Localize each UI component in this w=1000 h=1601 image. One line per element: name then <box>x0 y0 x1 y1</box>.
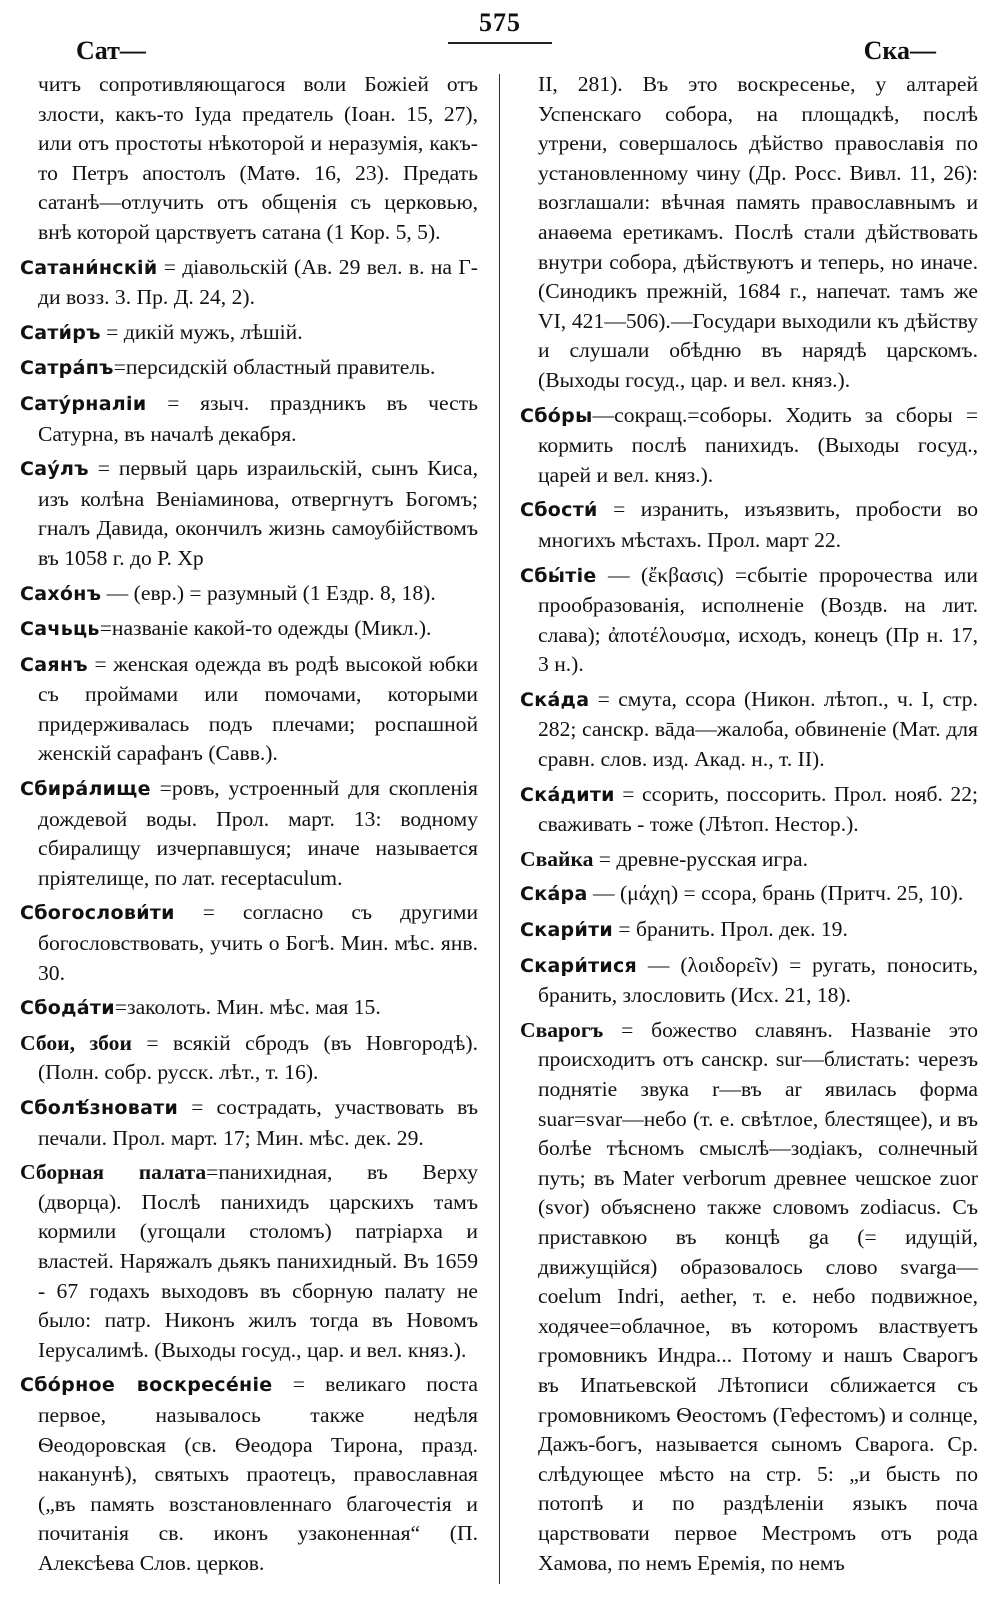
entry-text: —сокращ.=соборы. Ходить за сборы = кормить послѣ панихидъ. (Выходы госуд., царей и вел. княз.). <box>538 402 978 487</box>
entry-text: = древне-русская игра. <box>593 846 809 871</box>
dictionary-entry <box>20 389 478 449</box>
dictionary-entry <box>520 780 978 840</box>
entry-headword: Свайка <box>520 846 594 871</box>
entry-text: — (μάχη) = ссора, брань (Притч. 25, 10). <box>587 881 964 906</box>
entry-text: = божество славянъ. Названіе это происходитъ отъ санскр. sur—блистать: черезъ поднятіе звука r—въ ar явилась форма suar=svar—небо (т. е. свѣтлое, блестящее), и въ болѣе тѣсномъ смыслѣ—зодіакъ, солнечный путь; въ Mater verborum древнее чешское zuor (svor) объяснено также словомъ zodiacus. Съ приставкою въ концѣ ga (= идущій, движущійся) образовалось слово svarga—coelum Indri, aether, т. е. небо подвижное, ходячее=облачное, въ которомъ властвуетъ громовникъ Индра... Потому и нашъ Сварогъ въ Ипатьевской Лѣтописи сближается съ громовникомъ Ѳеостомъ (Гефестомъ) и солнце, Дажъ-богъ, называется сыномъ Сварога. Ср. слѣдующее мѣсто на стр. 5: „и бысть по потопѣ и по раздѣленіи языкъ поча царствовати первое Местромъ отъ рода Хамова, по немъ Еремія, по немъ <box>538 1017 978 1575</box>
right-column <box>520 70 978 1583</box>
entry-headword: Сбира́лище <box>20 778 151 801</box>
dictionary-entry <box>20 774 478 893</box>
dictionary-entry <box>20 353 478 384</box>
dictionary-entry <box>20 253 478 313</box>
entry-text: II, 281). Въ это воскресенье, у алтарей Успенскаго собора, на площадкѣ, послѣ утрени, совершалось дѣйство православія по установленному чину (Др. Росс. Вивл. 11, 26): возглашали: вѣчная память православнымъ и анаѳема еретикамъ. Послѣ стали дѣйствовать внутри собора, дѣйствуютъ и теперь, но иначе. (Синодикъ прежній, 1684 г., напечат. тамъ же VI, 421—506).—Государи выходили къ дѣйству и слушали обѣдню въ нарядѣ царскомъ. (Выходы госуд., цар. и вел. княз.). <box>538 72 978 392</box>
entry-headword: Сати́ръ <box>20 321 101 344</box>
dictionary-entry <box>520 401 978 491</box>
dictionary-entry <box>20 993 478 1024</box>
entry-text: =заколоть. Мин. мѣс. мая 15. <box>114 995 381 1020</box>
entry-headword: Сбости́ <box>520 499 598 522</box>
entry-text: = смута, ссора (Никон. лѣтоп., ч. I, стр. 282; санскр. вāда—жалоба, обвиненіе (Мат. для сравн. слов. изд. Акад. н., т. II). <box>538 686 978 772</box>
entry-headword: Сату́рналіи <box>20 392 147 415</box>
page-number: 575 <box>479 8 521 37</box>
entry-headword: Скари́тися <box>520 954 638 977</box>
entry-headword: Сборная палата <box>20 1160 207 1185</box>
dictionary-entry <box>20 1093 478 1153</box>
dictionary-entry <box>20 1158 478 1365</box>
dictionary-entry <box>20 650 478 769</box>
dictionary-entry <box>20 579 478 610</box>
dictionary-entry <box>20 1029 478 1088</box>
entry-headword: Сбогослови́ти <box>20 902 175 925</box>
dictionary-entry <box>520 495 978 555</box>
dictionary-entry <box>20 1370 478 1578</box>
entry-headword: Саянъ <box>20 653 88 676</box>
dictionary-entry <box>20 454 478 573</box>
dictionary-entry <box>520 845 978 875</box>
entry-headword: Сбода́ти <box>20 997 115 1020</box>
dictionary-entry <box>520 70 978 396</box>
entry-text: = бранить. Прол. дек. 19. <box>613 917 848 942</box>
entry-headword: Сбы́тіе <box>520 564 597 587</box>
dictionary-entry <box>20 70 478 248</box>
entry-headword: Сатра́пъ <box>20 357 114 380</box>
header-rule <box>448 42 552 44</box>
entry-headword: Сау́лъ <box>20 458 89 481</box>
dictionary-entry <box>20 898 478 988</box>
entry-text: =названіе какой-то одежды (Микл.). <box>99 616 432 641</box>
dictionary-entry <box>520 915 978 946</box>
entry-text: — (λοιδορεῖν) = ругать, поносить, бранить, злословить (Исх. 21, 18). <box>538 952 978 1008</box>
dictionary-entry <box>20 614 478 645</box>
entry-text: = изранить, изъязвить, пробости во многихъ мѣстахъ. Прол. март 22. <box>538 497 978 552</box>
entry-text: = согласно съ другими богословствовать, учить о Богѣ. Мин. мѣс. янв. 30. <box>38 900 478 985</box>
entry-headword: Сболѣ́зновати <box>20 1097 179 1119</box>
entry-headword: Ска́да <box>520 688 590 711</box>
entry-text: =персидскій областный правитель. <box>113 355 436 380</box>
entry-headword: Сачьць <box>20 618 100 641</box>
left-column <box>20 70 478 1584</box>
entry-text: =панихидная, въ Верху (дворца). Послѣ панихидъ царскихъ тамъ кормили (угощали столомъ) патріарха и властей. Наряжалъ дьякъ панихидный. Въ 1659 - 67 годахъ выходовъ въ сборную палату не было: патр. Никонъ жилъ тогда въ Новомъ Іерусалимѣ. (Выходы госуд., цар. и вел. княз.). <box>38 1160 478 1362</box>
entry-headword: Сатани́нскій <box>20 256 158 279</box>
entry-text: = женская одежда въ родѣ высокой юбки съ проймами или помочами, которыми придерживалась подъ плечами; роспашной женскій сарафанъ (Савв.). <box>38 651 478 766</box>
dictionary-entry <box>520 879 978 910</box>
entry-text: = великаго поста первое, называлось также недѣля Ѳеодоровская (св. Ѳеодора Тирона, празд. наканунѣ), святыхъ праотецъ, православная („въ память возстановленнаго благочестія и почитанія св. иконъ узаконенная“ (П. Алексѣева Слов. церков. <box>38 1372 478 1575</box>
entry-headword: Ска́ра <box>520 883 588 906</box>
entry-text: = языч. праздникъ въ честь Сатурна, въ началѣ декабря. <box>38 390 478 446</box>
dictionary-entry <box>520 561 978 680</box>
entry-headword: Сбо́рное воскресе́ніе <box>20 1374 273 1397</box>
entry-headword: Сахо́нъ <box>20 582 102 605</box>
entry-text: читъ сопротивляющагося воли Божіей отъ злости, какъ-то Іуда предатель (Іоан. 15, 27), или отъ простоты нѣкоторой и неразумія, какъ-то Петръ апостолъ (Матѳ. 16, 23). Предать сатанѣ—отлучить отъ общенія съ церковью, внѣ которой царствуетъ сатана (1 Кор. 5, 5). <box>38 72 478 244</box>
entry-headword: Сварогъ <box>520 1017 604 1042</box>
column-divider <box>499 74 500 1584</box>
entry-headword: Сбои, збои <box>20 1030 132 1055</box>
dictionary-entry <box>20 318 478 349</box>
entry-text: — (ἔκβασις) =сбытіе пророчества или прообразованія, исполненіе (Воздв. на лит. слава); ἀποτέλουσμα, исходъ, конецъ (Пр н. 17, 3 н.). <box>538 562 978 677</box>
running-head-left: Сат— <box>76 36 146 65</box>
running-head-right: Ска— <box>863 36 936 65</box>
entry-text: =ровъ, устроенный для скопленія дождевой воды. Прол. март. 13: водному сбиралищу изчерпавшуся; иначе называется пріятелище, по лат. receptaculum. <box>38 776 478 890</box>
entry-headword: Скари́ти <box>520 919 613 942</box>
entry-text: = дикій мужъ, лѣшій. <box>100 319 303 344</box>
entry-text: = сострадать, участвовать въ печали. Прол. март. 17; Мин. мѣс. дек. 29. <box>38 1095 478 1150</box>
dictionary-entry <box>520 685 978 775</box>
entry-text: = діавольскій (Ав. 29 вел. в. на Г-ди возз. 3. Пр. Д. 24, 2). <box>38 254 478 310</box>
entry-text: = первый царь израильскій, сынъ Киса, изъ колѣна Веніаминова, отвергнутъ Богомъ; гналъ Давида, окончилъ жизнь самоубійствомъ въ 1058 г. до Р. Хр <box>38 456 478 570</box>
dictionary-entry <box>520 951 978 1011</box>
entry-text: — (евр.) = разумный (1 Ездр. 8, 18). <box>101 580 436 605</box>
entry-headword: Сбо́ры <box>520 404 593 427</box>
dictionary-entry <box>520 1016 978 1578</box>
entry-text: = всякій сбродъ (въ Новгородѣ). (Полн. собр. русск. лѣт., т. 16). <box>38 1030 478 1085</box>
entry-headword: Ска́дити <box>520 783 615 806</box>
entry-text: = ссорить, поссорить. Прол. нояб. 22; сваживать - тоже (Лѣтоп. Нестор.). <box>538 781 978 837</box>
